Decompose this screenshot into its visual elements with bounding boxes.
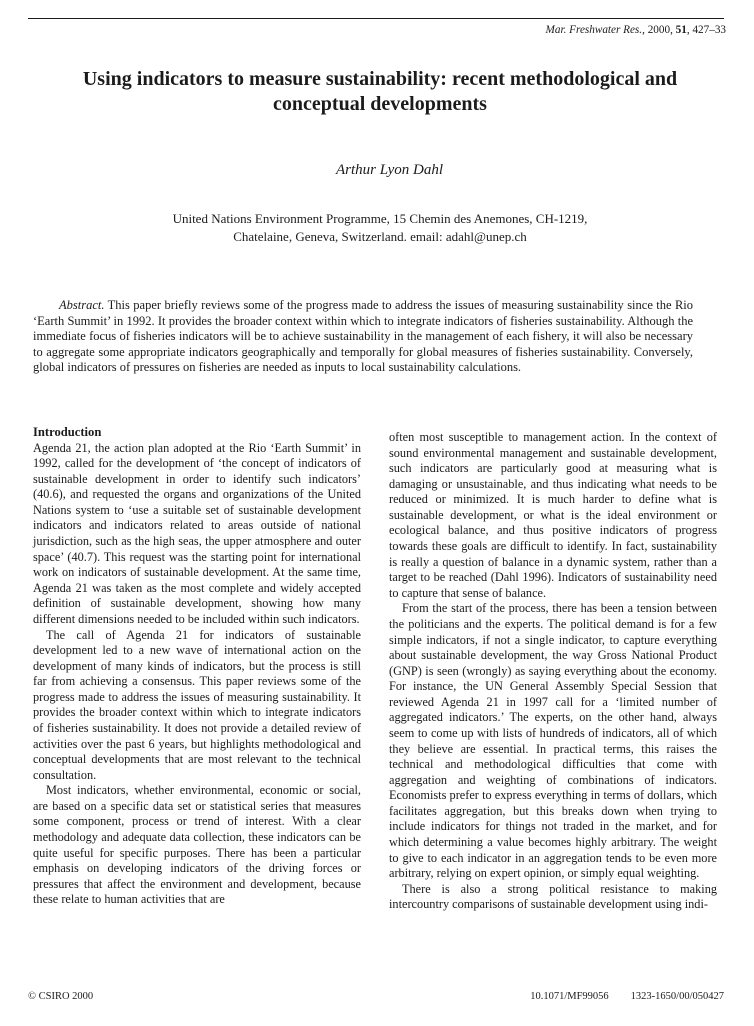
affiliation-line-1: United Nations Environment Programme, 15 Chemin des Anemones, CH-1219, — [172, 211, 588, 226]
section-heading-introduction: Introduction — [33, 425, 102, 439]
journal-volume: 51 — [675, 24, 687, 36]
body-paragraph: From the start of the process, there has been a tension between the politicians and the experts. The political demand is for a few simple indicators, if not a single indicator, to capture everything about sustainable development, the way Gross National Product (GNP) is seen (wrongly) as saying everything about the economy. For instance, the UN General Assembly Special Session that reviewed Agenda 21 in 1997 call for a ‘limited number of aggregated indicators.’ The experts, on the other hand, always seem to come up with lists of hundreds of indicators, all of which they believe are essential. In practical terms, this raises the technical and methodological difficulties that come with aggregation and weighting of combinations of indicators. Economists prefer to express everything in terms of dollars, which facilitates aggregation, but this breaks down when trying to include indicators for things not traded in the market, and for which determining a value becomes highly arbitrary. The weight to give to each indicator in an aggregation tends to be even more arbitrary, relying on expert opinion, or simply equal weighting. — [389, 601, 717, 881]
doi: 10.1071/MF99056 — [530, 991, 609, 1002]
footer-identifiers — [530, 991, 724, 1002]
body-paragraph: There is also a strong political resistance to making intercountry comparisons of sustainable development using indi- — [389, 881, 717, 912]
journal-year: , 2000, — [642, 24, 676, 36]
body-paragraph: Agenda 21, the action plan adopted at the Rio ‘Earth Summit’ in 1992, called for the development of ‘the concept of indicators of sustainable development in order to identify such indicators’ (40.6), and requested the organs and organizations of the United Nations system to ‘use a suitable set of sustainable development indicators and indicators related to areas outside of national jurisdiction, such as the high seas, the upper atmosphere and outer space’ (40.7). This request was the starting point for international work on indicators of sustainable development. At the same time, Agenda 21 was taken as the most complete and widely accepted definition of sustainable development, showing how many different dimensions needed to be included within such indicators. — [33, 440, 361, 626]
paper-title: Using indicators to measure sustainability: recent methodological and conceptual developments — [82, 68, 678, 115]
body-column-left — [33, 425, 361, 908]
affiliation-line-2: Chatelaine, Geneva, Switzerland. email: adahl@unep.ch — [233, 229, 527, 244]
body-paragraph: Most indicators, whether environmental, economic or social, are based on a specific data set or statistical series that measures some component, process or trend of interest. With a clear methodology and adequate data collection, these indicators can be quite useful for specific purposes. There has been a particular emphasis on developing indicators of the driving forces or pressures that affect the environment and development, because these relate to human activities that are — [33, 783, 361, 907]
abstract-label: Abstract. — [59, 298, 105, 312]
author-name: Arthur Lyon Dahl — [335, 162, 444, 178]
copyright-notice: © CSIRO 2000 — [28, 991, 94, 1002]
body-column-right — [389, 430, 717, 913]
body-paragraph: The call of Agenda 21 for indicators of sustainable development led to a new wave of international action on the development of many kinds of indicators, but the process is still far from achieving a consensus. This paper reviews some of the progress made to address the issues of measuring sustainability. It provides the broader context within which to integrate indicators of fisheries sustainability. It does not provide a detailed review of activities over the past 6 years, but highlights methodological and conceptual developments that are most relevant to the technical consultation. — [33, 627, 361, 782]
header-rule — [28, 18, 724, 19]
journal-citation — [546, 24, 726, 36]
journal-name: Mar. Freshwater Res. — [545, 24, 643, 36]
abstract-text: This paper briefly reviews some of the progress made to address the issues of measuring sustainability since the Rio ‘Earth Summit’ in 1992. It provides the broader context within which to integrate indicators of fisheries sustainability. Although the immediate focus of fisheries indicators will be to achieve sustainability in the management of each fishery, it will also be necessary to aggregate some appropriate indicators geographically and temporally for global measures of fisheries sustainability. Conversely, global indicators of pressures on fisheries are needed as inputs to local sustainability calculations. — [33, 298, 694, 375]
abstract — [33, 298, 693, 376]
journal-pages: , 427–33 — [686, 24, 726, 36]
body-paragraph: often most susceptible to management action. In the context of sound environmental management and sustainable development, such indicators are particularly good at measuring what is damaging or unsustainable, and thus indicating what needs to be reduced or minimized. It is much harder to define what is sustainable development, or what is the ideal environment or ecological balance, and thus positive indicators of progress towards these goals are difficult to identify. In fact, sustainability is really a question of balance in a dynamic system, rather than a target to be reached (Dahl 1996). Indicators of sustainability need to capture that sense of balance. — [389, 430, 717, 600]
issn-code: 1323-1650/00/050427 — [630, 991, 724, 1002]
author-affiliation — [90, 210, 670, 246]
